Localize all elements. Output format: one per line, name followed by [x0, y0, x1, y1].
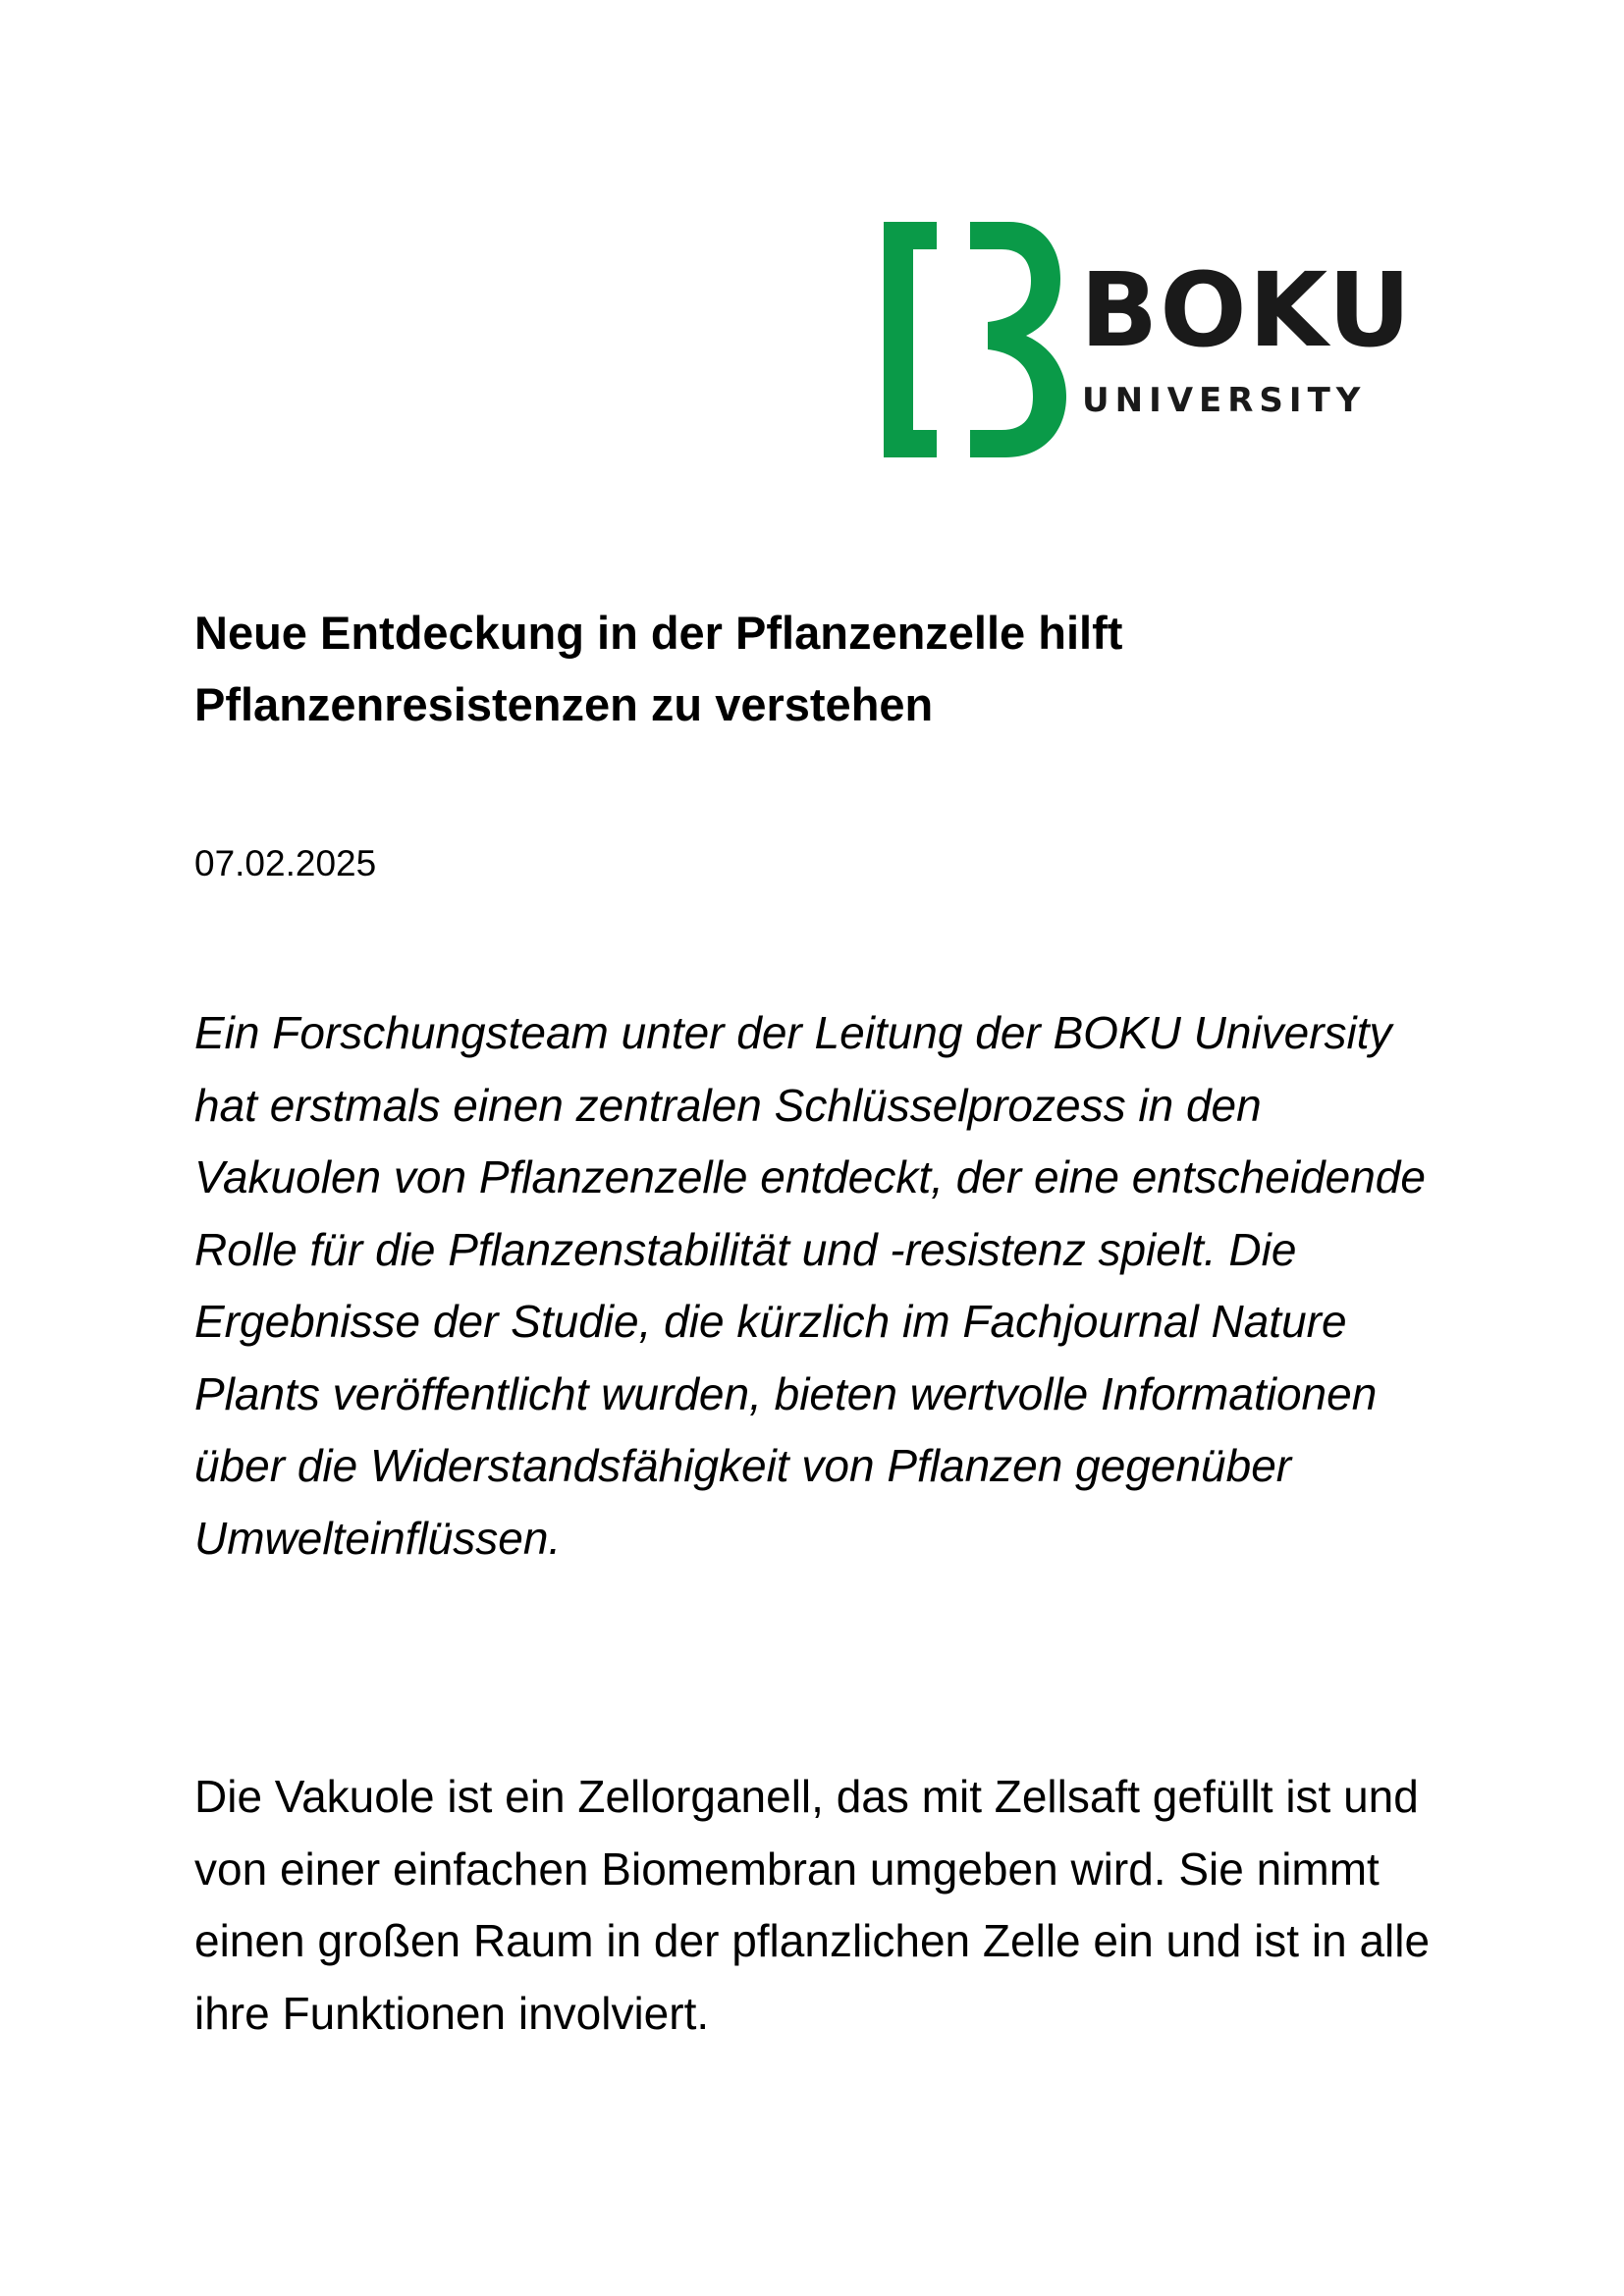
article-title: Neue Entdeckung in der Pflanzenzelle hilft Pflanzenresistenzen zu verstehen	[194, 607, 1123, 730]
boku-bracket-logo-mark	[884, 222, 1070, 457]
logo-subline: UNIVERSITY	[1082, 381, 1367, 420]
article-date: 07.02.2025	[194, 843, 377, 883]
article-lead: Ein Forschungsteam unter der Leitung der BOKU University hat erstmals einen zentralen Schlüsselprozess in den Vakuolen von Pflanzenzelle entdeckt, der eine entscheidende Rolle für die Pflanzenstabilität und -resistenz spielt. Die Ergebnisse der Studie, die kürzlich im Fachjournal Nature Plants veröffentlicht wurden, bieten wertvolle Informationen über die Widerstandsfähigkeit von Pflanzen gegenüber Umwelteinflüssen.	[194, 1007, 1426, 1564]
logo-wordmark: BOKU	[1080, 250, 1413, 370]
boku-university-logo	[884, 222, 1413, 457]
article-paragraph: Die Vakuole ist ein Zellorganell, das mit Zellsaft gefüllt ist und von einer einfachen Biomembran umgeben wird. Sie nimmt einen großen Raum in der pflanzlichen Zelle ein und ist in alle ihre Funktionen involviert.	[194, 1771, 1431, 2039]
